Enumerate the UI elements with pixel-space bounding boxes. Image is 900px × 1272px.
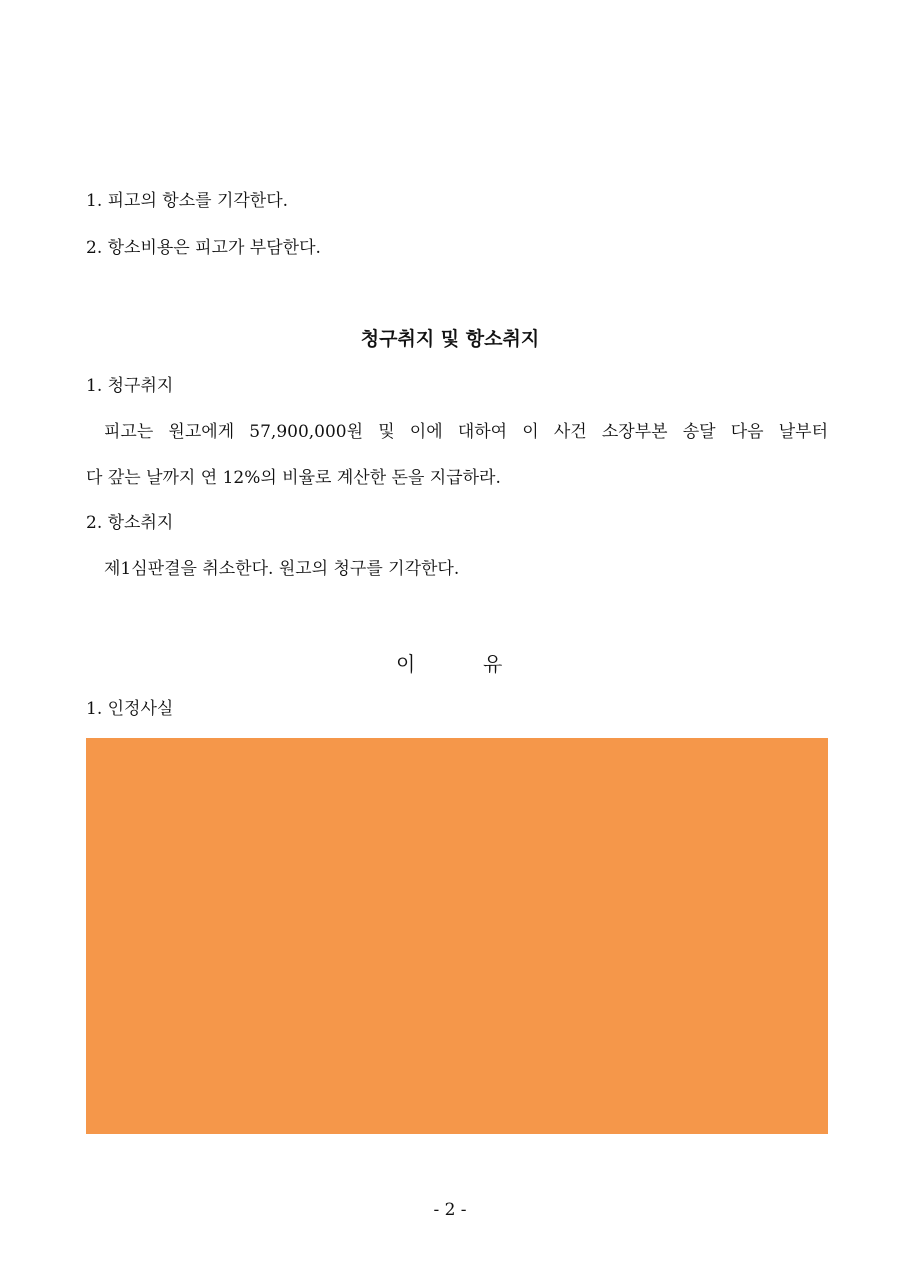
reasons-title-char-2: 유	[483, 652, 503, 676]
claims-section-title: 청구취지 및 항소취지	[360, 328, 540, 350]
reasons-section-title	[0, 650, 900, 678]
claim-heading: 1. 청구취지	[86, 376, 174, 396]
appeal-heading: 2. 항소취지	[86, 513, 174, 533]
claim-text-line-1	[104, 420, 828, 444]
facts-heading: 1. 인정사실	[86, 699, 174, 719]
claim-text-line-1-content: 피고는 원고에게 57,900,000원 및 이에 대하여 이 사건 소장부본 송달 다음 날부터	[104, 422, 828, 442]
page-number: - 2 -	[433, 1200, 467, 1220]
reasons-title-char-1: 이	[396, 652, 416, 676]
order-item-1: 1. 피고의 항소를 기각한다.	[86, 191, 289, 211]
claim-text-line-2: 다 갚는 날까지 연 12%의 비율로 계산한 돈을 지급하라.	[86, 468, 501, 488]
order-item-2: 2. 항소비용은 피고가 부담한다.	[86, 238, 321, 258]
redaction-block	[86, 738, 828, 1134]
appeal-text: 제1심판결을 취소한다. 원고의 청구를 기각한다.	[104, 559, 460, 579]
